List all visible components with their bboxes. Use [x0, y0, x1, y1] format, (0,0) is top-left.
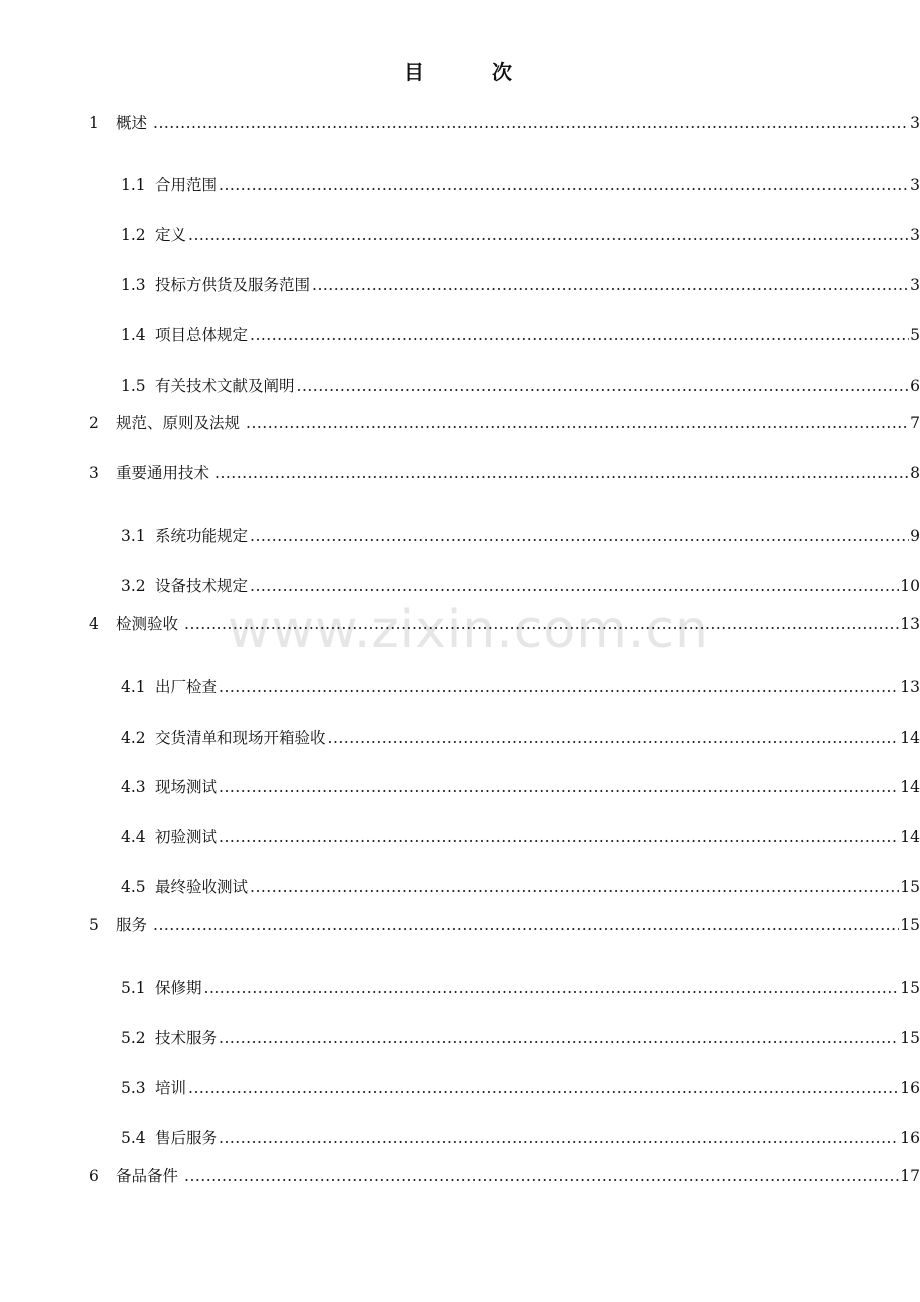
toc-entry-number: 4.1 — [121, 678, 146, 696]
toc-entry-number: 5.4 — [121, 1129, 146, 1147]
leader-dots — [312, 274, 909, 296]
toc-entry-label: 培训 — [155, 1079, 187, 1097]
toc-entry-number: 1.1 — [121, 176, 146, 194]
toc-entry-page: 5 — [910, 326, 920, 344]
toc-entry-label: 系统功能规定 — [155, 527, 249, 545]
toc-entry-number: 6 — [89, 1167, 99, 1185]
toc-entry-label: 检测验收 — [116, 615, 179, 633]
toc-entry-number: 4.3 — [121, 778, 146, 796]
toc-entry-5-1[interactable] — [0, 977, 920, 999]
leader-dots — [184, 1165, 899, 1187]
toc-entry-1-2[interactable] — [0, 224, 920, 246]
toc-entry-page: 14 — [900, 729, 920, 747]
watermark: www.zixin.com.cn — [228, 600, 709, 660]
toc-entry-page: 3 — [910, 114, 920, 132]
toc-entry-page: 13 — [900, 615, 920, 633]
toc-entry-number: 1.2 — [121, 226, 146, 244]
toc-entry-label: 售后服务 — [155, 1129, 218, 1147]
toc-entry-label: 概述 — [116, 114, 148, 132]
toc-entry-1-1[interactable] — [0, 174, 920, 196]
toc-entry-page: 7 — [910, 414, 920, 432]
toc-entry-4-1[interactable] — [0, 676, 920, 698]
toc-entry-label: 重要通用技术 — [116, 464, 210, 482]
toc-entry-6[interactable] — [0, 1165, 920, 1187]
toc-entry-label: 初验测试 — [155, 828, 218, 846]
leader-dots — [219, 826, 899, 848]
toc-entry-number: 1.3 — [121, 276, 146, 294]
toc-entry-page: 3 — [910, 276, 920, 294]
toc-entry-number: 5 — [89, 916, 99, 934]
toc-entry-label: 规范、原则及法规 — [116, 414, 241, 432]
toc-entry-number: 5.2 — [121, 1029, 146, 1047]
toc-entry-page: 6 — [910, 377, 920, 395]
leader-dots — [219, 1127, 899, 1149]
toc-entry-1-3[interactable] — [0, 274, 920, 296]
toc-entry-4-5[interactable] — [0, 876, 920, 898]
toc-entry-number: 4.5 — [121, 878, 146, 896]
toc-entry-1[interactable] — [0, 112, 920, 134]
toc-entry-label: 定义 — [155, 226, 187, 244]
toc-entry-number: 4 — [89, 615, 99, 633]
toc-entry-label: 技术服务 — [155, 1029, 218, 1047]
toc-entry-4-2[interactable] — [0, 727, 920, 749]
leader-dots — [184, 613, 899, 635]
toc-entry-page: 3 — [910, 176, 920, 194]
leader-dots — [188, 224, 909, 246]
toc-entry-1-5[interactable] — [0, 375, 920, 397]
toc-entry-page: 9 — [910, 527, 920, 545]
toc-entry-4[interactable] — [0, 613, 920, 635]
toc-entry-number: 1.4 — [121, 326, 146, 344]
leader-dots — [250, 525, 909, 547]
toc-entry-label: 交货清单和现场开箱验收 — [155, 729, 326, 747]
toc-entry-page: 13 — [900, 678, 920, 696]
leader-dots — [297, 375, 910, 397]
toc-entry-number: 1.5 — [121, 377, 146, 395]
toc-entry-page: 3 — [910, 226, 920, 244]
toc-entry-page: 15 — [900, 878, 920, 896]
leader-dots — [250, 575, 899, 597]
toc-entry-page: 16 — [900, 1129, 920, 1147]
page-title: 目 次 — [404, 60, 536, 84]
toc-entry-5-4[interactable] — [0, 1127, 920, 1149]
toc-entry-page: 17 — [900, 1167, 920, 1185]
toc-entry-5[interactable] — [0, 914, 920, 936]
toc-entry-1-4[interactable] — [0, 324, 920, 346]
toc-entry-number: 1 — [89, 114, 99, 132]
toc-entry-label: 合用范围 — [155, 176, 218, 194]
toc-entry-page: 8 — [910, 464, 920, 482]
leader-dots — [219, 174, 909, 196]
toc-entry-label: 最终验收测试 — [155, 878, 249, 896]
toc-entry-label: 备品备件 — [116, 1167, 179, 1185]
leader-dots — [219, 676, 899, 698]
toc-entry-number: 5.3 — [121, 1079, 146, 1097]
toc-entry-page: 15 — [900, 979, 920, 997]
leader-dots — [250, 876, 899, 898]
leader-dots — [328, 727, 900, 749]
leader-dots — [219, 1027, 899, 1049]
leader-dots — [246, 412, 909, 434]
toc-entry-page: 14 — [900, 828, 920, 846]
toc-entry-5-3[interactable] — [0, 1077, 920, 1099]
leader-dots — [215, 462, 909, 484]
toc-entry-number: 4.4 — [121, 828, 146, 846]
toc-entry-number: 3.1 — [121, 527, 146, 545]
toc-entry-page: 14 — [900, 778, 920, 796]
toc-entry-label: 服务 — [116, 916, 148, 934]
toc-entry-label: 保修期 — [155, 979, 202, 997]
toc-entry-number: 2 — [89, 414, 99, 432]
toc-entry-label: 有关技术文献及阐明 — [155, 377, 295, 395]
toc-entry-label: 项目总体规定 — [155, 326, 249, 344]
toc-entry-number: 3 — [89, 464, 99, 482]
toc-entry-2[interactable] — [0, 412, 920, 434]
toc-entry-label: 现场测试 — [155, 778, 218, 796]
toc-entry-label: 投标方供货及服务范围 — [155, 276, 311, 294]
toc-entry-page: 10 — [900, 577, 920, 595]
toc-entry-page: 15 — [900, 916, 920, 934]
toc-entry-5-2[interactable] — [0, 1027, 920, 1049]
leader-dots — [250, 324, 909, 346]
toc-entry-3[interactable] — [0, 462, 920, 484]
toc-entry-4-4[interactable] — [0, 826, 920, 848]
leader-dots — [219, 776, 899, 798]
leader-dots — [153, 914, 899, 936]
toc-entry-label: 出厂检查 — [155, 678, 218, 696]
toc-entry-number: 3.2 — [121, 577, 146, 595]
toc-entry-number: 5.1 — [121, 979, 146, 997]
toc-entry-4-3[interactable] — [0, 776, 920, 798]
leader-dots — [188, 1077, 899, 1099]
toc-entry-page: 15 — [900, 1029, 920, 1047]
leader-dots — [153, 112, 909, 134]
toc-entry-number: 4.2 — [121, 729, 146, 747]
leader-dots — [204, 977, 900, 999]
toc-entry-3-1[interactable] — [0, 525, 920, 547]
toc-entry-3-2[interactable] — [0, 575, 920, 597]
toc-entry-label: 设备技术规定 — [155, 577, 249, 595]
toc-entry-page: 16 — [900, 1079, 920, 1097]
